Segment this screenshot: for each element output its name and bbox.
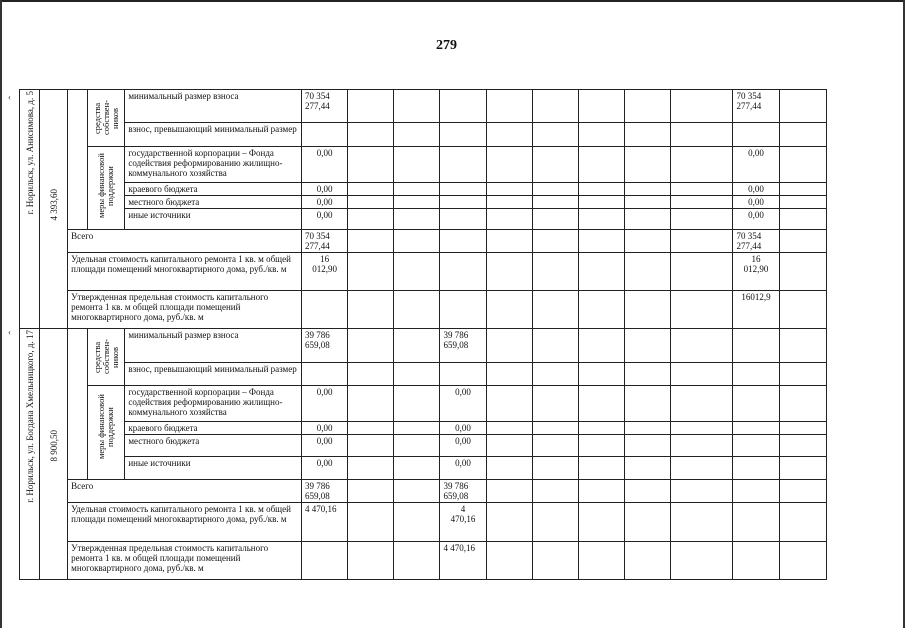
table-row [20, 209, 827, 230]
value-cell [302, 362, 348, 385]
row-label: Удельная стоимость капитального ремонта 1 кв. м общей площади помещений многоквартирного дома, руб./кв. м [68, 503, 302, 542]
row-label: взнос, превышающий минимальный размер [125, 362, 302, 385]
value-cell: 0,00 [302, 183, 348, 196]
total-cell: 0,00 [733, 196, 779, 209]
area-text: 8 900,50 [48, 430, 59, 462]
value-cell: 0,00 [440, 457, 486, 480]
value-cell: 0,00 [302, 435, 348, 457]
owners-funds-cell [88, 90, 125, 147]
total-cell: 0,00 [733, 209, 779, 230]
financial-support-cell [88, 386, 125, 480]
table-row [20, 542, 827, 580]
total-cell: 16012,9 [733, 291, 779, 329]
value-cell: 39 786 659,08 [302, 329, 348, 363]
row-label: Утвержденная предельная стоимость капитального ремонта 1 кв. м общей площади помещений многоквартирного дома, руб./кв. м [68, 291, 302, 329]
value-cell: 70 354 277,44 [302, 90, 348, 123]
address-text: г. Норильск, ул. Богдана Хмельницкого, д. 17 [24, 330, 35, 503]
value-cell [440, 362, 486, 385]
total-cell [733, 503, 779, 542]
area-text: 4 393,60 [48, 189, 59, 221]
value-cell: 0,00 [302, 457, 348, 480]
table-row [20, 480, 827, 503]
value-cell [440, 90, 486, 123]
total-cell: 0,00 [733, 183, 779, 196]
table-row [20, 503, 827, 542]
total-cell: 70 354 277,44 [733, 90, 779, 123]
address-cell [20, 329, 40, 580]
table-row [20, 422, 827, 435]
table-row [20, 122, 827, 146]
row-label: иные источники [125, 457, 302, 480]
row-label: Утвержденная предельная стоимость капитального ремонта 1 кв. м общей площади помещений многоквартирного дома, руб./кв. м [68, 542, 302, 580]
row-label: минимальный размер взноса [125, 90, 302, 123]
row-label: государственной корпорации – Фонда содействия реформированию жилищно-коммунального хозяйства [125, 386, 302, 422]
value-cell: 0,00 [302, 209, 348, 230]
margin-tick-mark: ‹ [8, 327, 11, 337]
value-cell: 0,00 [302, 422, 348, 435]
value-cell: 4 470,16 [440, 503, 486, 542]
value-cell: 16 012,90 [302, 253, 348, 291]
capital-repair-table [19, 89, 827, 580]
row-label: краевого бюджета [125, 183, 302, 196]
total-cell: 16 012,90 [733, 253, 779, 291]
table-row [20, 196, 827, 209]
row-label: местного бюджета [125, 196, 302, 209]
value-cell [302, 291, 348, 329]
value-cell [440, 147, 486, 183]
value-cell: 0,00 [440, 422, 486, 435]
table-row [20, 329, 827, 363]
table-row [20, 435, 827, 457]
row-label: минимальный размер взноса [125, 329, 302, 363]
value-cell: 0,00 [440, 386, 486, 422]
total-cell [733, 362, 779, 385]
table-row [20, 253, 827, 291]
total-cell [733, 329, 779, 363]
total-cell [733, 435, 779, 457]
value-cell [440, 291, 486, 329]
row-label: иные источники [125, 209, 302, 230]
value-cell: 0,00 [302, 386, 348, 422]
financial-support-label: меры финансовой поддержки [96, 394, 116, 460]
value-cell: 0,00 [440, 435, 486, 457]
address-cell [20, 90, 40, 329]
value-cell [440, 253, 486, 291]
value-cell [440, 183, 486, 196]
address-text: г. Норильск, ул. Анисимова, д. 5 [24, 91, 35, 215]
value-cell [440, 196, 486, 209]
value-cell: 39 786 659,08 [440, 329, 486, 363]
value-cell [440, 209, 486, 230]
area-cell [40, 90, 68, 329]
value-cell [440, 122, 486, 146]
total-cell [733, 122, 779, 146]
row-label: краевого бюджета [125, 422, 302, 435]
value-cell: 0,00 [302, 147, 348, 183]
row-label: государственной корпорации – Фонда содействия реформированию жилищно-коммунального хозяйства [125, 147, 302, 183]
table-row [20, 147, 827, 183]
table-row [20, 386, 827, 422]
total-cell: 0,00 [733, 147, 779, 183]
value-cell: 4 470,16 [302, 503, 348, 542]
owners-funds-cell [88, 329, 125, 386]
page-left-edge [0, 0, 2, 628]
financial-support-label: меры финансовой поддержки [96, 153, 116, 219]
value-cell [302, 542, 348, 580]
financial-support-cell [88, 147, 125, 230]
value-cell: 39 786 659,08 [302, 480, 348, 503]
page-top-edge [0, 0, 905, 2]
total-cell [733, 457, 779, 480]
indent-cell [68, 90, 88, 230]
total-cell [733, 386, 779, 422]
page-number: 279 [436, 38, 457, 53]
row-label: Удельная стоимость капитального ремонта 1 кв. м общей площади помещений многоквартирного дома, руб./кв. м [68, 253, 302, 291]
value-cell: 39 786 659,08 [440, 480, 486, 503]
total-cell [733, 422, 779, 435]
table-row [20, 362, 827, 385]
value-cell: 0,00 [302, 196, 348, 209]
table-row [20, 291, 827, 329]
value-cell [302, 122, 348, 146]
margin-tick-mark: ‹ [8, 92, 11, 102]
owners-funds-label: средства собствен- ников [91, 339, 120, 375]
row-label: Всего [68, 480, 302, 503]
value-cell [440, 230, 486, 253]
row-label: взнос, превышающий минимальный размер [125, 122, 302, 146]
area-cell [40, 329, 68, 580]
row-label: Всего [68, 230, 302, 253]
row-label: местного бюджета [125, 435, 302, 457]
value-cell: 70 354 277,44 [302, 230, 348, 253]
total-cell: 70 354 277,44 [733, 230, 779, 253]
total-cell [733, 542, 779, 580]
value-cell: 4 470,16 [440, 542, 486, 580]
table-row [20, 457, 827, 480]
owners-funds-label: средства собствен- ников [91, 100, 120, 136]
table-row [20, 183, 827, 196]
indent-cell [68, 329, 88, 480]
table-row [20, 230, 827, 253]
total-cell [733, 480, 779, 503]
table-row [20, 90, 827, 123]
